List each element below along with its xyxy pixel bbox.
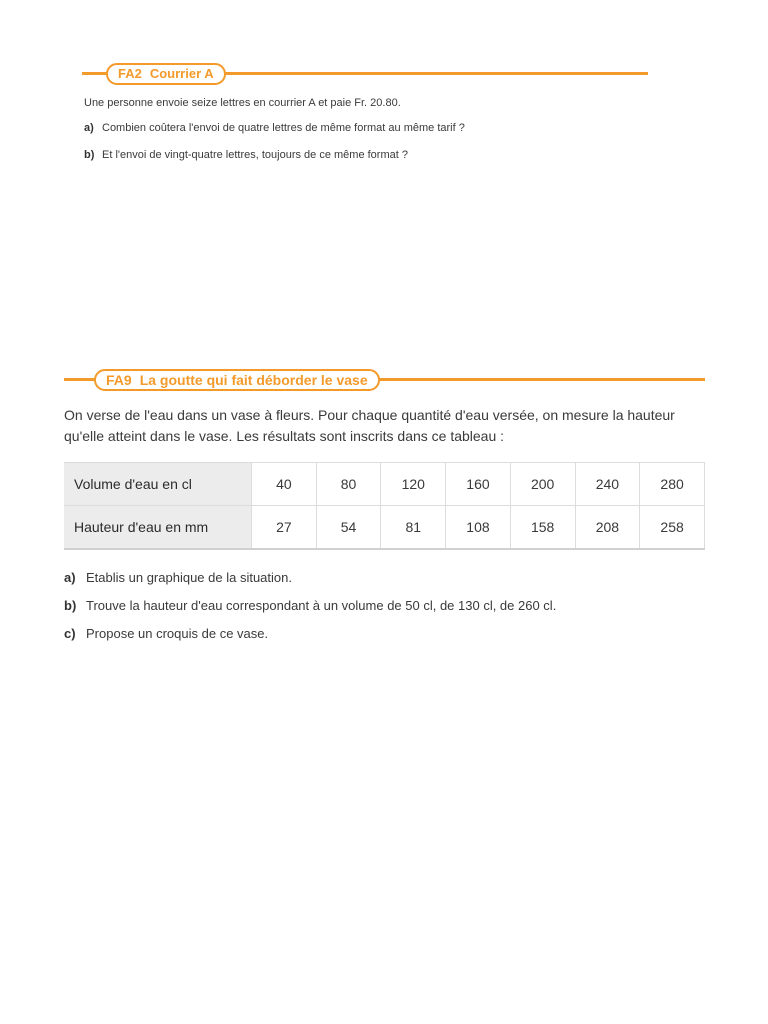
row-header: Hauteur d'eau en mm <box>64 506 252 550</box>
fa2-question-list <box>84 121 465 175</box>
exercise-title-pill <box>106 63 226 85</box>
question-text: Et l'envoi de vingt-quatre lettres, toujours de ce même format ? <box>102 149 408 161</box>
table-cell: 54 <box>316 506 381 550</box>
table-cell: 280 <box>640 463 705 506</box>
table-cell: 80 <box>316 463 381 506</box>
table-row <box>64 506 705 550</box>
exercise-code: FA2 <box>118 66 142 81</box>
question-letter: b) <box>64 598 77 613</box>
table-cell: 208 <box>575 506 640 550</box>
exercise-title-pill <box>94 369 380 391</box>
question-item <box>64 625 556 653</box>
question-text: Etablis un graphique de la situation. <box>86 570 292 585</box>
table-cell: 81 <box>381 506 446 550</box>
question-text: Combien coûtera l'envoi de quatre lettres de même format au même tarif ? <box>102 122 465 134</box>
question-text: Trouve la hauteur d'eau correspondant à un volume de 50 cl, de 130 cl, de 260 cl. <box>86 598 557 613</box>
table-cell: 200 <box>510 463 575 506</box>
table-cell: 240 <box>575 463 640 506</box>
table-cell: 27 <box>252 506 317 550</box>
question-letter: a) <box>64 570 76 585</box>
fa9-section-header <box>64 369 705 389</box>
exercise-code: FA9 <box>106 372 132 388</box>
fa9-question-list <box>64 569 556 653</box>
question-letter: a) <box>84 122 94 134</box>
row-header: Volume d'eau en cl <box>64 463 252 506</box>
table-cell: 120 <box>381 463 446 506</box>
fa2-section-header <box>82 63 648 83</box>
fa9-intro-text: On verse de l'eau dans un vase à fleurs. Pour chaque quantité d'eau versée, on mesure la hauteur qu'elle atteint dans le vase. Les résultats sont inscrits dans ce tableau : <box>64 407 675 444</box>
table-row <box>64 463 705 506</box>
table-cell: 108 <box>446 506 511 550</box>
question-item <box>84 148 465 175</box>
question-letter: b) <box>84 149 95 161</box>
table-cell: 258 <box>640 506 705 550</box>
exercise-title: La goutte qui fait déborder le vase <box>139 372 368 388</box>
question-item <box>64 597 556 625</box>
question-letter: c) <box>64 626 76 641</box>
question-item <box>64 569 556 597</box>
question-text: Propose un croquis de ce vase. <box>86 626 269 641</box>
fa2-intro-text: Une personne envoie seize lettres en courrier A et paie Fr. 20.80. <box>84 97 401 109</box>
exercise-title: Courrier A <box>149 66 214 81</box>
table-cell: 160 <box>446 463 511 506</box>
question-item <box>84 121 465 148</box>
table-cell: 158 <box>510 506 575 550</box>
table-cell: 40 <box>252 463 317 506</box>
volume-height-table <box>64 462 705 550</box>
